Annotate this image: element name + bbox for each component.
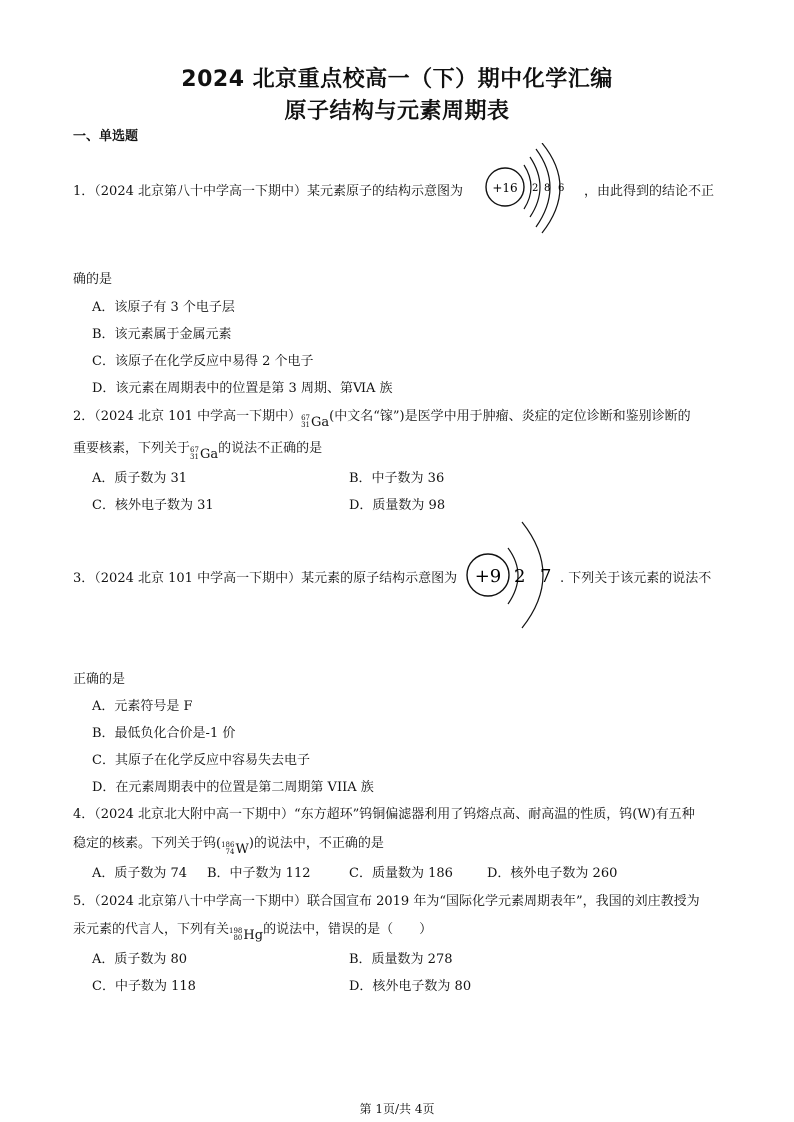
q1-stem: [73, 180, 463, 199]
q3-option-d[interactable]: D．在元素周期表中的位置是第二周期第 VIIA 族: [92, 780, 374, 795]
q2-prefix: 2．（2024 北京 101 中学高一下期中）: [73, 409, 302, 424]
q1-shell-1: 2: [532, 183, 539, 194]
q2-atomic-number: 31: [301, 421, 310, 429]
q4-stem-line1: 4．（2024 北京北大附中高一下期中）“东方超环”钨铜偏滤器利用了钨熔点高、耐高温的性质，钨(W)有五种: [73, 807, 695, 822]
q5-line2-before: 汞元素的代言人，下列有关: [73, 922, 230, 937]
q3-text-after: . 下列关于该元素的说法不: [560, 571, 712, 586]
q2-stem-line1: [73, 405, 691, 430]
q1-option-d[interactable]: D．该元素在周期表中的位置是第 3 周期、第ⅥA 族: [92, 381, 393, 396]
q2-stem-line2: [73, 437, 322, 462]
q3-option-c[interactable]: C．其原子在化学反应中容易失去电子: [92, 753, 310, 768]
q5-nuclide: [229, 928, 263, 943]
q1-nucleus-label: +16: [492, 181, 518, 195]
q3-text-cont: 正确的是: [73, 672, 126, 687]
q2-nuclide: [301, 415, 329, 430]
q2-atomic-number-2: 31: [190, 453, 199, 461]
q4-option-d[interactable]: D．核外电子数为 260: [487, 866, 618, 881]
document-title-line1: 2024 北京重点校高一（下）期中化学汇编: [181, 67, 613, 92]
q2-option-a[interactable]: A．质子数为 31: [92, 471, 188, 486]
q5-mass-number: 198: [229, 927, 243, 935]
q3-text-before: 3．（2024 北京 101 中学高一下期中）某元素的原子结构示意图为: [73, 571, 458, 586]
q1-text-cont: 确的是: [73, 272, 113, 287]
q2-text-after: (中文名“镓”)是医学中用于肿瘤、炎症的定位诊断和鉴别诊断的: [329, 409, 691, 424]
q5-option-c[interactable]: C．中子数为 118: [92, 979, 196, 994]
q2-option-d[interactable]: D．质量数为 98: [349, 498, 446, 513]
q3-shell-2: 7: [540, 566, 552, 587]
q4-option-c[interactable]: C．质量数为 186: [349, 866, 453, 881]
q1-text-after: ，由此得到的结论不正: [584, 184, 715, 199]
q4-mass-number: 186: [221, 841, 235, 849]
q5-symbol: Hg: [243, 927, 264, 943]
q2-line2-before: 重要核素，下列关于: [73, 441, 191, 456]
q1-shell-2: 8: [544, 183, 551, 194]
q5-stem-line1: 5．（2024 北京第八十中学高一下期中）联合国宣布 2019 年为“国际化学元素周期表年”，我国的刘庄教授为: [73, 894, 700, 909]
page-footer: 第 1页/共 4页: [359, 1102, 435, 1116]
q3-nucleus-label: +9: [474, 566, 502, 587]
q4-symbol: W: [235, 841, 249, 857]
q2-mass-number: 67: [301, 414, 310, 422]
q5-atomic-number: 80: [233, 934, 243, 942]
q5-option-d[interactable]: D．核外电子数为 80: [349, 979, 472, 994]
q5-option-a[interactable]: A．质子数为 80: [92, 952, 188, 967]
q1-option-a[interactable]: A．该原子有 3 个电子层: [92, 300, 235, 315]
q2-line2-after: 的说法不正确的是: [218, 441, 323, 456]
q4-nuclide: [221, 842, 249, 857]
q4-atomic-number: 74: [225, 848, 235, 856]
q2-mass-number-2: 67: [190, 446, 199, 454]
section-heading: 一、单选题: [73, 129, 139, 144]
q1-text-before: 1．（2024 北京第八十中学高一下期中）某元素原子的结构示意图为: [73, 184, 463, 199]
q5-stem-line2: [73, 918, 432, 943]
q4-option-b[interactable]: B．中子数为 112: [207, 866, 311, 881]
q4-option-a[interactable]: A．质子数为 74: [92, 866, 188, 881]
q4-stem-line2: [73, 832, 384, 857]
q5-option-b[interactable]: B．质量数为 278: [349, 952, 453, 967]
q5-line2-after: 的说法中，错误的是（ ）: [263, 922, 433, 937]
q3-option-b[interactable]: B．最低负化合价是-1 价: [92, 726, 236, 741]
q3-option-a[interactable]: A．元素符号是 F: [92, 699, 193, 714]
q2-option-b[interactable]: B．中子数为 36: [349, 471, 445, 486]
q1-atom-diagram: [480, 143, 590, 235]
q2-nuclide-2: [190, 447, 218, 462]
q2-option-c[interactable]: C．核外电子数为 31: [92, 498, 214, 513]
q1-option-c[interactable]: C．该原子在化学反应中易得 2 个电子: [92, 354, 314, 369]
q1-shell-3: 6: [558, 183, 565, 194]
q3-atom-diagram: [464, 520, 564, 630]
q3-stem: [73, 567, 457, 586]
q3-shell-1: 2: [514, 566, 526, 587]
q4-line2-before: 稳定的核素。下列关于钨(: [73, 836, 222, 851]
q1-option-b[interactable]: B．该元素属于金属元素: [92, 327, 232, 342]
q2-symbol-2: Ga: [199, 446, 219, 462]
q4-line2-after: )的说法中，不正确的是: [248, 836, 384, 851]
document-title-line2: 原子结构与元素周期表: [284, 99, 510, 124]
q2-symbol: Ga: [311, 414, 330, 430]
